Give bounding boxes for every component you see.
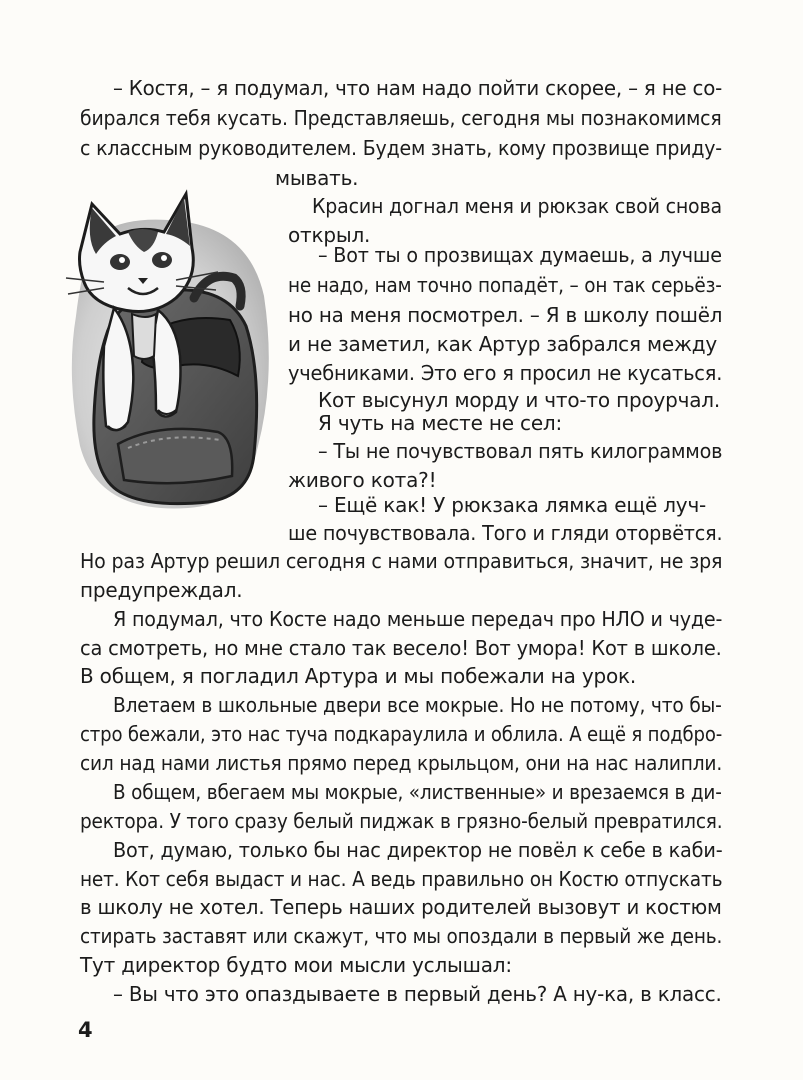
text-line: и не заметил, как Артур забрался между — [288, 332, 718, 356]
text-line: – Вот ты о прозвищах думаешь, а лучше — [318, 243, 722, 267]
text-line: бирался тебя кусать. Представляешь, сегодня мы познакомимся — [80, 106, 722, 130]
text-line: Я чуть на месте не сел: — [318, 411, 563, 435]
text-line: Вот, думаю, только бы нас директор не повёл к себе в каби- — [113, 838, 723, 862]
text-line: Тут директор будто мои мысли услышал: — [80, 953, 512, 977]
text-line: открыл. — [288, 223, 371, 247]
text-line: стирать заставят или скажут, что мы опоздали в первый же день. — [80, 924, 723, 948]
text-line: – Ещё как! У рюкзака лямка ещё луч- — [318, 493, 707, 517]
text-line: нет. Кот себя выдаст и нас. А ведь правильно он Костю отпускать — [80, 867, 723, 891]
text-line: В общем, вбегаем мы мокрые, «лиственные» и врезаемся в ди- — [113, 780, 722, 804]
text-line: са смотреть, но мне стало так весело! Вот умора! Кот в школе. — [80, 636, 722, 660]
text-line: Я подумал, что Косте надо меньше передач про НЛО и чуде- — [113, 607, 723, 631]
text-line: предупреждал. — [80, 578, 243, 602]
text-line: Влетаем в школьные двери все мокрые. Но не потому, что бы- — [113, 693, 722, 717]
text-line: Красин догнал меня и рюкзак свой снова — [312, 194, 722, 218]
text-line: – Ты не почувствовал пять килограммов — [318, 439, 723, 463]
text-line: с классным руководителем. Будем знать, кому прозвище приду- — [80, 136, 722, 160]
text-line: стро бежали, это нас туча подкараулила и облила. А ещё я подбро- — [80, 722, 723, 746]
cat-in-backpack-illustration — [58, 186, 278, 518]
text-line: не надо, нам точно попадёт, – он так серьёз- — [288, 273, 722, 297]
text-line: ше почувствовала. Того и гляди оторвётся. — [288, 521, 723, 545]
page-number: 4 — [78, 1018, 93, 1042]
text-line: Но раз Артур решил сегодня с нами отправиться, значит, не зря — [80, 549, 723, 573]
text-line: сил над нами листья прямо перед крыльцом, они на нас налипли. — [80, 751, 723, 775]
text-line: но на меня посмотрел. – Я в школу пошёл — [288, 303, 723, 327]
text-line: живого кота?! — [288, 468, 437, 492]
text-line: – Костя, – я подумал, что нам надо пойти скорее, – я не со- — [113, 76, 723, 100]
text-line: учебниками. Это его я просил не кусаться. — [288, 361, 723, 385]
text-line: в школу не хотел. Теперь наших родителей вызовут и костюм — [80, 895, 722, 919]
text-line: В общем, я погладил Артура и мы побежали на урок. — [80, 664, 637, 688]
text-line: мывать. — [275, 166, 359, 190]
text-line: – Вы что это опаздываете в первый день? А ну-ка, в класс. — [113, 982, 722, 1006]
text-line: ректора. У того сразу белый пиджак в грязно-белый превратился. — [80, 809, 723, 833]
text-line: Кот высунул морду и что-то проурчал. — [318, 388, 721, 412]
